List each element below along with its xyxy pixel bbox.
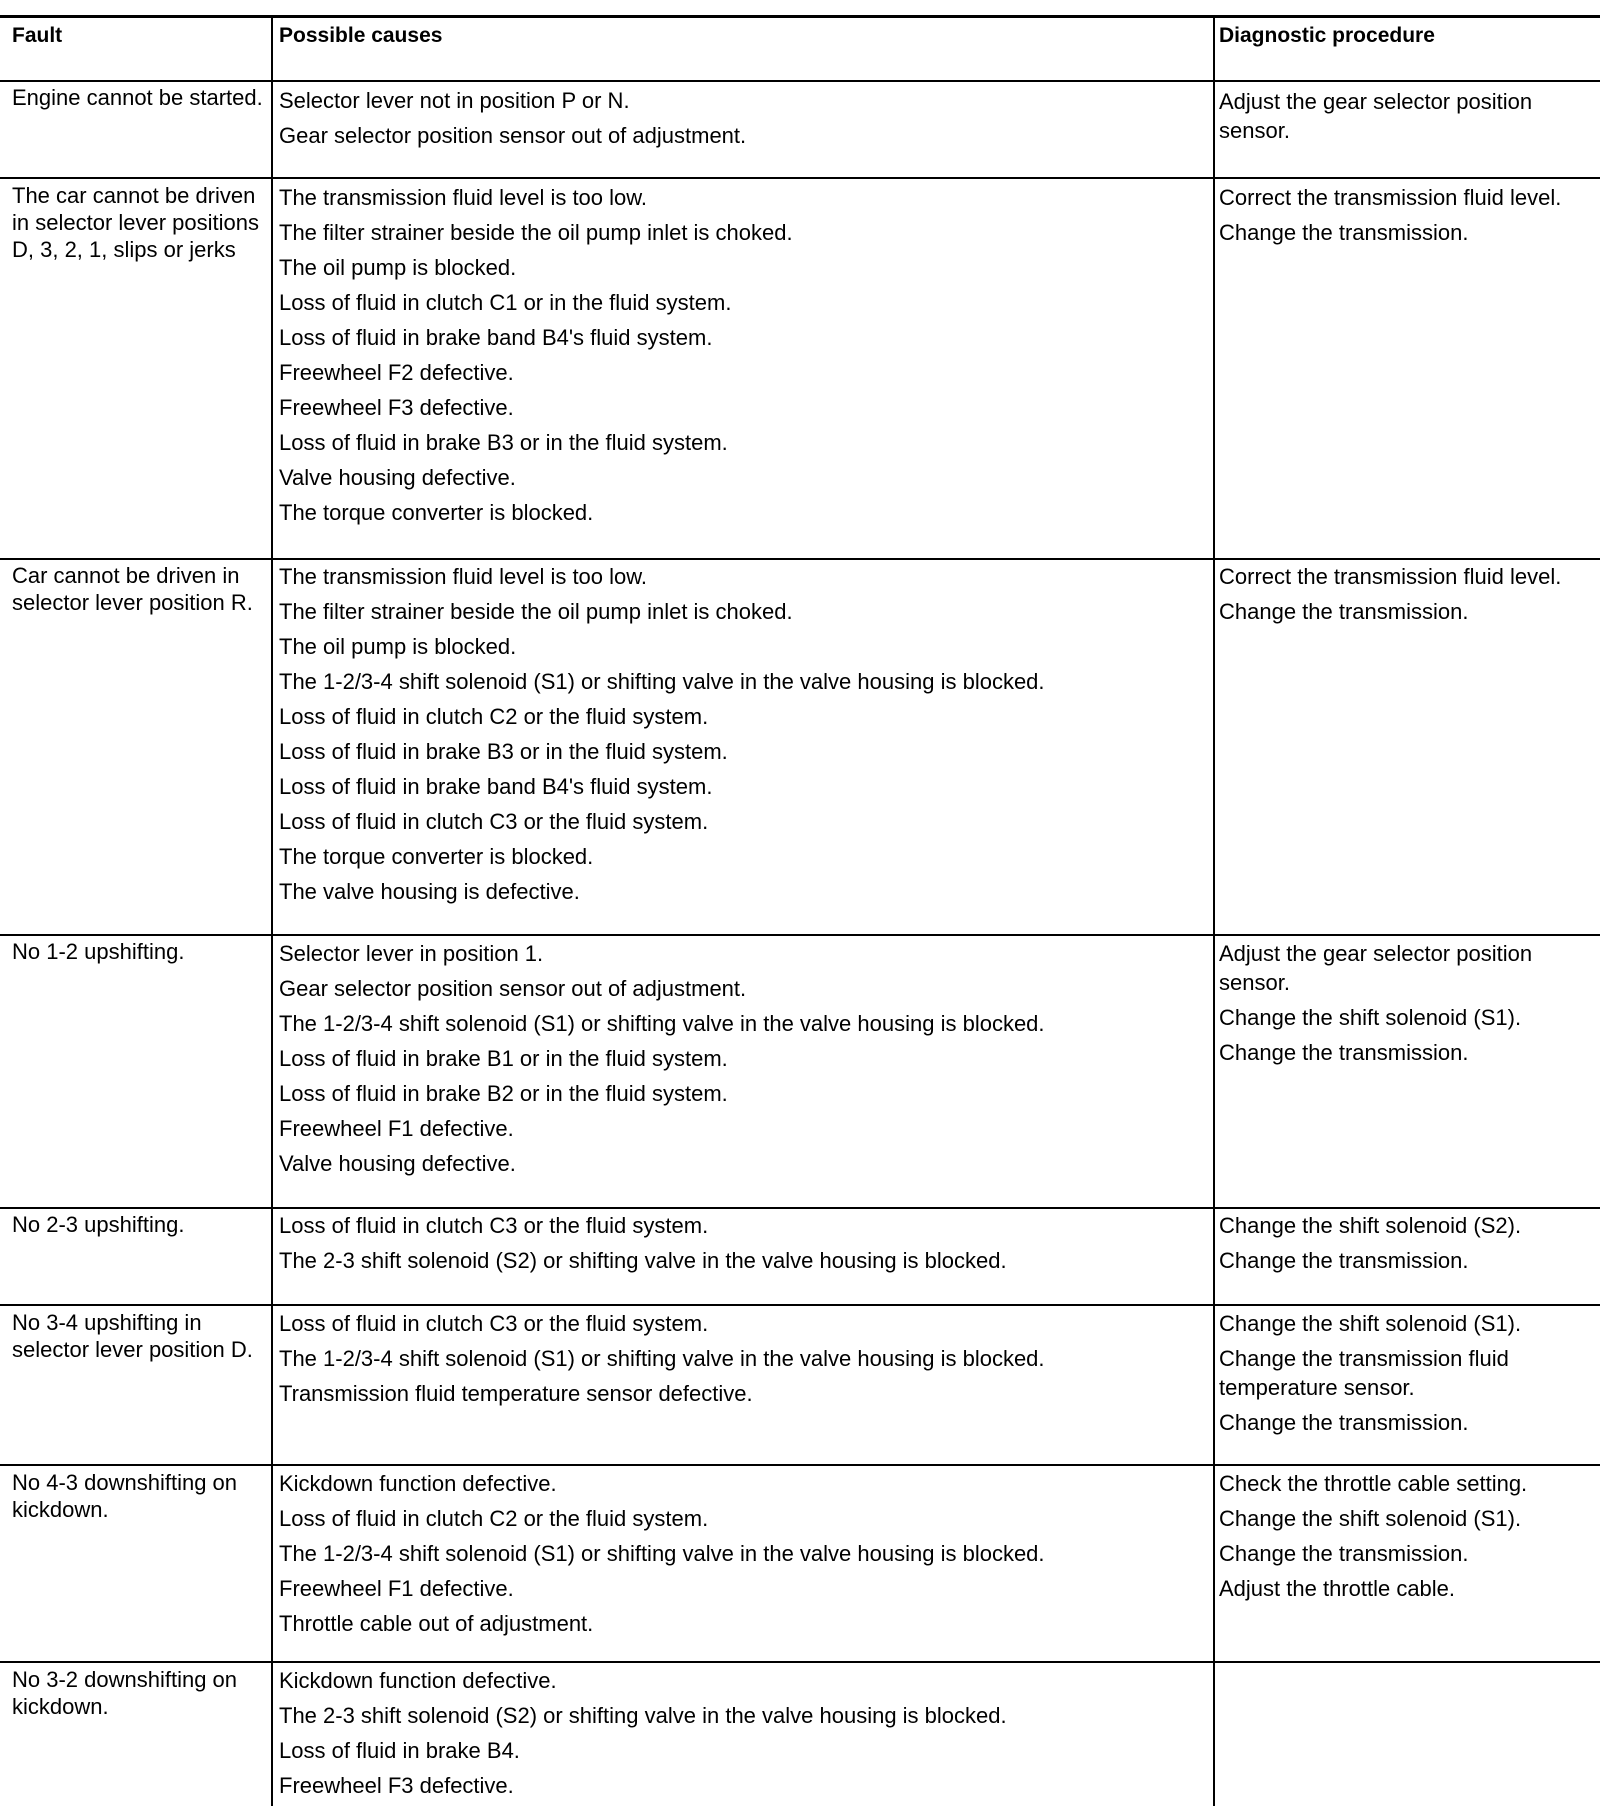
cause-item: The filter strainer beside the oil pump inlet is choked.: [279, 220, 793, 245]
cause-item: Gear selector position sensor out of adjustment.: [279, 123, 747, 148]
header-bottom-rule: [0, 80, 1600, 82]
cause-item: The valve housing is defective.: [279, 879, 580, 904]
cause-item: Loss of fluid in brake B1 or in the fluid system.: [279, 1046, 728, 1071]
cause-item: Loss of fluid in brake B3 or in the fluid system.: [279, 430, 728, 455]
header-fault: Fault: [12, 24, 63, 47]
cause-item: Transmission fluid temperature sensor defective.: [279, 1381, 753, 1406]
cause-item: The 1-2/3-4 shift solenoid (S1) or shifting valve in the valve housing is blocked.: [279, 1346, 1045, 1371]
cause-item: The torque converter is blocked.: [279, 844, 594, 869]
cause-item: The oil pump is blocked.: [279, 634, 517, 659]
cause-item: Loss of fluid in clutch C3 or the fluid system.: [279, 1213, 709, 1238]
cause-item: The transmission fluid level is too low.: [279, 185, 648, 210]
procedure-item: Change the shift solenoid (S1).: [1219, 1311, 1522, 1336]
fault-cell: No 4-3 downshifting on kickdown.: [12, 1470, 238, 1522]
causes-cell: [279, 559, 1209, 909]
fault-cell: No 2-3 upshifting.: [12, 1212, 185, 1237]
fault-cell: Engine cannot be started.: [12, 85, 263, 110]
causes-cell: [279, 83, 1209, 153]
cause-item: The 1-2/3-4 shift solenoid (S1) or shifting valve in the valve housing is blocked.: [279, 669, 1045, 694]
procedure-item: Change the transmission.: [1219, 1410, 1469, 1435]
procedure-item: Change the transmission.: [1219, 599, 1469, 624]
cause-item: Loss of fluid in clutch C1 or in the fluid system.: [279, 290, 732, 315]
cause-item: Loss of fluid in clutch C2 or the fluid system.: [279, 1506, 709, 1531]
causes-cell: [279, 936, 1209, 1181]
header-diagnostic-procedure: Diagnostic procedure: [1219, 24, 1435, 47]
fault-cell: Car cannot be driven in selector lever position R.: [12, 563, 253, 615]
causes-cell: [279, 1306, 1209, 1411]
cause-item: Selector lever not in position P or N.: [279, 88, 630, 113]
cause-item: Throttle cable out of adjustment.: [279, 1611, 594, 1636]
cause-item: Freewheel F1 defective.: [279, 1116, 514, 1141]
procedure-item: Change the shift solenoid (S2).: [1219, 1213, 1522, 1238]
cause-item: The torque converter is blocked.: [279, 500, 594, 525]
procedure-item: Correct the transmission fluid level.: [1219, 564, 1562, 589]
cause-item: Loss of fluid in brake B2 or in the fluid system.: [279, 1081, 728, 1106]
fault-cell: The car cannot be driven in selector lever positions D, 3, 2, 1, slips or jerks: [12, 183, 260, 262]
cause-item: Kickdown function defective.: [279, 1471, 557, 1496]
cause-item: Valve housing defective.: [279, 1151, 516, 1176]
procedure-item: Adjust the gear selector position sensor.: [1219, 941, 1533, 995]
procedure-item: Change the shift solenoid (S1).: [1219, 1005, 1522, 1030]
cause-item: The 2-3 shift solenoid (S2) or shifting valve in the valve housing is blocked.: [279, 1248, 1007, 1273]
procedure-item: Change the transmission fluid temperature sensor.: [1219, 1346, 1509, 1400]
cause-item: Gear selector position sensor out of adjustment.: [279, 976, 747, 1001]
causes-cell: [279, 180, 1209, 530]
header-possible-causes: Possible causes: [279, 24, 443, 47]
procedure-item: Correct the transmission fluid level.: [1219, 185, 1562, 210]
procedure-item: Change the transmission.: [1219, 1040, 1469, 1065]
cause-item: Loss of fluid in clutch C3 or the fluid system.: [279, 1311, 709, 1336]
cause-item: Loss of fluid in clutch C3 or the fluid system.: [279, 809, 709, 834]
procedure-item: Adjust the gear selector position sensor.: [1219, 89, 1533, 143]
cause-item: Kickdown function defective.: [279, 1668, 557, 1693]
cause-item: Valve housing defective.: [279, 465, 516, 490]
cause-item: Freewheel F3 defective.: [279, 1773, 514, 1798]
procedure-cell: [1219, 1208, 1600, 1278]
procedure-item: Change the transmission.: [1219, 1541, 1469, 1566]
causes-cell: [279, 1663, 1209, 1803]
column-divider: [1213, 15, 1215, 1806]
cause-item: Selector lever in position 1.: [279, 941, 544, 966]
fault-cell: No 3-4 upshifting in selector lever position D.: [12, 1310, 253, 1362]
cause-item: Loss of fluid in brake band B4's fluid system.: [279, 774, 713, 799]
cause-item: Loss of fluid in brake B4.: [279, 1738, 520, 1763]
procedure-item: Change the transmission.: [1219, 1248, 1469, 1273]
column-divider: [271, 15, 273, 1806]
cause-item: Loss of fluid in brake band B4's fluid system.: [279, 325, 713, 350]
causes-cell: [279, 1208, 1209, 1278]
cause-item: The 2-3 shift solenoid (S2) or shifting valve in the valve housing is blocked.: [279, 1703, 1007, 1728]
cause-item: Loss of fluid in clutch C2 or the fluid system.: [279, 704, 709, 729]
row-divider: [0, 177, 1600, 179]
procedure-cell: [1219, 936, 1600, 1070]
table-top-rule: [0, 15, 1600, 18]
cause-item: The filter strainer beside the oil pump inlet is choked.: [279, 599, 793, 624]
procedure-item: Check the throttle cable setting.: [1219, 1471, 1528, 1496]
procedure-cell: [1219, 180, 1600, 250]
fault-cell: No 1-2 upshifting.: [12, 939, 185, 964]
fault-cell: No 3-2 downshifting on kickdown.: [12, 1667, 238, 1719]
cause-item: The transmission fluid level is too low.: [279, 564, 648, 589]
cause-item: The oil pump is blocked.: [279, 255, 517, 280]
procedure-item: Adjust the throttle cable.: [1219, 1576, 1456, 1601]
cause-item: The 1-2/3-4 shift solenoid (S1) or shifting valve in the valve housing is blocked.: [279, 1011, 1045, 1036]
cause-item: Freewheel F1 defective.: [279, 1576, 514, 1601]
cause-item: Freewheel F3 defective.: [279, 395, 514, 420]
procedure-cell: [1219, 84, 1600, 148]
procedure-item: Change the transmission.: [1219, 220, 1469, 245]
cause-item: Freewheel F2 defective.: [279, 360, 514, 385]
procedure-cell: [1219, 1466, 1600, 1606]
procedure-item: Change the shift solenoid (S1).: [1219, 1506, 1522, 1531]
causes-cell: [279, 1466, 1209, 1641]
cause-item: The 1-2/3-4 shift solenoid (S1) or shifting valve in the valve housing is blocked.: [279, 1541, 1045, 1566]
procedure-cell: [1219, 559, 1600, 629]
procedure-cell: [1219, 1306, 1600, 1440]
cause-item: Loss of fluid in brake B3 or in the fluid system.: [279, 739, 728, 764]
